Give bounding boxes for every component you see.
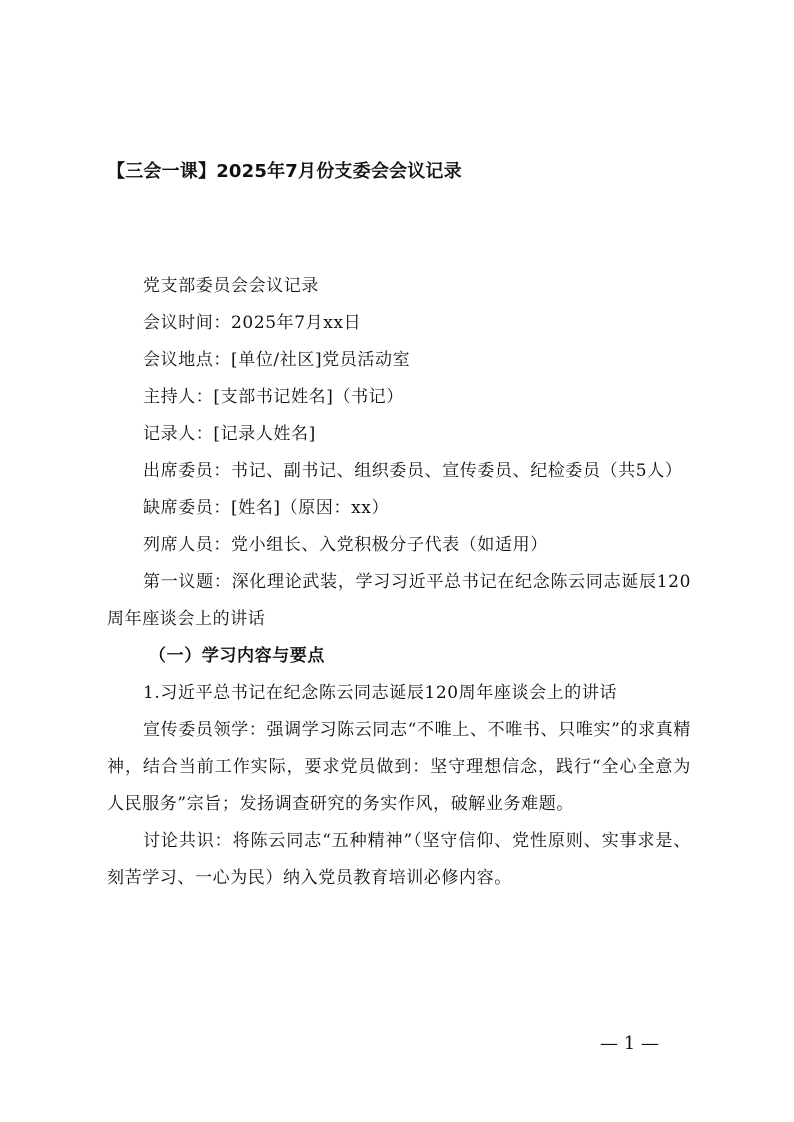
section-heading: （一）学习内容与要点 bbox=[149, 646, 325, 666]
document-title: 【三会一课】2025年7月份支委会会议记录 bbox=[107, 161, 462, 182]
page-number: — 1 — bbox=[600, 1033, 659, 1054]
document-body bbox=[107, 268, 691, 897]
lead-study-paragraph: 宣传委员领学：强调学习陈云同志“不唯上、不唯书、只唯实”的求真精神，结合当前工作实际，要求党员做到：坚守理想信念，践行“全心全意为人民服务”宗旨；发扬调查研究的务实作风，破解业务难题。 bbox=[107, 720, 691, 814]
meeting-recorder: 记录人：[记录人姓名] bbox=[143, 424, 316, 444]
non-voting-attendees: 列席人员：党小组长、入党积极分子代表（如适用） bbox=[143, 535, 548, 555]
meeting-host: 主持人：[支部书记姓名]（书记） bbox=[143, 387, 404, 407]
record-heading: 党支部委员会会议记录 bbox=[143, 276, 319, 296]
absent-members: 缺席委员：[姓名]（原因：xx） bbox=[143, 498, 390, 518]
meeting-time: 会议时间：2025年7月xx日 bbox=[143, 313, 362, 333]
meeting-location: 会议地点：[单位/社区]党员活动室 bbox=[143, 350, 411, 370]
study-item-1: 1.习近平总书记在纪念陈云同志诞辰120周年座谈会上的讲话 bbox=[143, 683, 618, 703]
discussion-consensus-paragraph: 讨论共识：将陈云同志“五种精神”（坚守信仰、党性原则、实事求是、刻苦学习、一心为民）纳入党员教育培训必修内容。 bbox=[107, 831, 691, 888]
attending-members: 出席委员：书记、副书记、组织委员、宣传委员、纪检委员（共5人） bbox=[143, 461, 683, 481]
first-agenda-item: 第一议题：深化理论武装，学习习近平总书记在纪念陈云同志诞辰120周年座谈会上的讲话 bbox=[107, 572, 691, 629]
